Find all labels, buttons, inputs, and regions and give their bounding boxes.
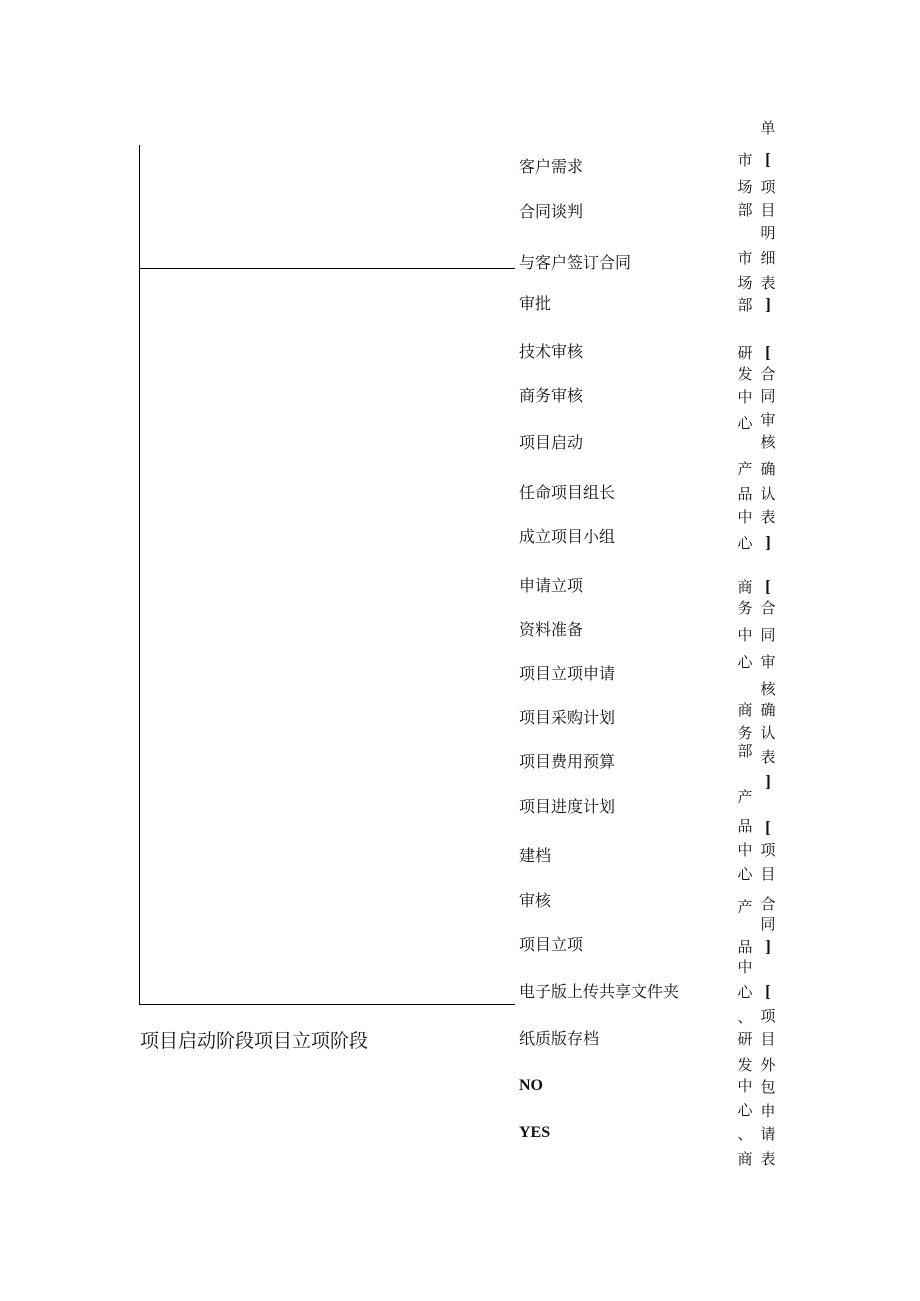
department-glyph: 、 (737, 1125, 753, 1143)
step-apply-initiation: 申请立项 (519, 576, 584, 595)
form-glyph: 合 (760, 895, 776, 913)
form-glyph: ] (765, 295, 771, 314)
department-glyph: 市 (737, 249, 753, 267)
flow-vertical-connector (139, 145, 140, 1005)
form-glyph: 项 (760, 1007, 776, 1025)
department-glyph: 商 (737, 701, 753, 719)
form-glyph: 细 (760, 249, 776, 267)
step-paper-archive: 纸质版存档 (519, 1029, 600, 1048)
department-glyph: 心 (737, 983, 753, 1001)
step-initiation-request: 项目立项申请 (519, 664, 616, 683)
form-glyph: 请 (760, 1125, 776, 1143)
department-glyph: 中 (737, 958, 753, 976)
department-glyph: 市 (737, 151, 753, 169)
form-glyph: ] (765, 533, 771, 552)
form-glyph: ] (765, 772, 771, 791)
department-glyph: 部 (737, 742, 753, 760)
department-glyph: 中 (737, 508, 753, 526)
department-glyph: 心 (737, 534, 753, 552)
form-glyph: 确 (760, 460, 776, 478)
department-glyph: 心 (737, 653, 753, 671)
form-glyph: 包 (760, 1078, 776, 1096)
form-glyph: [ (765, 818, 771, 837)
step-business-review: 商务审核 (519, 386, 584, 405)
form-glyph: 同 (760, 626, 776, 644)
form-glyph: 单 (760, 119, 776, 137)
step-sign-contract: 与客户签订合同 (519, 253, 632, 272)
form-glyph: 项 (760, 841, 776, 859)
form-glyph: 项 (760, 178, 776, 196)
form-glyph: 表 (760, 1150, 776, 1168)
step-technical-review: 技术审核 (519, 342, 584, 361)
department-glyph: 发 (737, 365, 753, 383)
department-glyph: 中 (737, 1077, 753, 1095)
department-glyph: 产 (737, 460, 753, 478)
form-glyph: 审 (760, 411, 776, 429)
form-glyph: 表 (760, 748, 776, 766)
form-glyph: 认 (760, 485, 776, 503)
step-schedule-plan: 项目进度计划 (519, 797, 616, 816)
department-glyph: 品 (737, 938, 753, 956)
step-appoint-leader: 任命项目组长 (519, 483, 616, 502)
form-glyph: 合 (760, 365, 776, 383)
form-glyph: [ (765, 577, 771, 596)
department-glyph: 产 (737, 898, 753, 916)
decision-yes: YES (519, 1124, 551, 1141)
department-glyph: 场 (737, 178, 753, 196)
department-glyph: 心 (737, 1101, 753, 1119)
department-glyph: 研 (737, 344, 753, 362)
form-glyph: 目 (760, 865, 776, 883)
form-glyph: 目 (760, 1030, 776, 1048)
department-glyph: 研 (737, 1030, 753, 1048)
form-glyph: [ (765, 150, 771, 169)
step-review: 审核 (519, 891, 552, 910)
step-upload-shared-folder: 电子版上传共享文件夹 (519, 982, 680, 1001)
flow-top-branch-line (139, 268, 515, 269)
step-cost-budget: 项目费用预算 (519, 752, 616, 771)
form-glyph: 同 (760, 915, 776, 933)
form-glyph: 表 (760, 508, 776, 526)
step-approval: 审批 (519, 294, 552, 313)
form-glyph: 申 (760, 1102, 776, 1120)
department-glyph: 发 (737, 1056, 753, 1074)
department-glyph: 商 (737, 1150, 753, 1168)
step-project-initiation: 项目立项 (519, 935, 584, 954)
step-customer-demand: 客户需求 (519, 157, 584, 176)
department-glyph: 务 (737, 724, 753, 742)
department-glyph: 部 (737, 296, 753, 314)
form-glyph: ] (765, 937, 771, 956)
form-glyph: 确 (760, 701, 776, 719)
form-glyph: 核 (760, 680, 776, 698)
department-glyph: 部 (737, 201, 753, 219)
form-glyph: [ (765, 982, 771, 1001)
step-contract-negotiation: 合同谈判 (519, 202, 584, 221)
flow-bottom-branch-line (139, 1004, 515, 1005)
step-procurement-plan: 项目采购计划 (519, 708, 616, 727)
step-archive: 建档 (519, 846, 552, 865)
form-glyph: 认 (760, 724, 776, 742)
step-project-start: 项目启动 (519, 433, 584, 452)
form-glyph: 核 (760, 433, 776, 451)
phase-label: 项目启动阶段项目立项阶段 (140, 1030, 369, 1052)
department-glyph: 商 (737, 578, 753, 596)
form-glyph: 外 (760, 1056, 776, 1074)
department-glyph: 、 (737, 1008, 753, 1026)
form-glyph: 审 (760, 653, 776, 671)
step-prepare-materials: 资料准备 (519, 620, 584, 639)
department-glyph: 中 (737, 626, 753, 644)
department-glyph: 品 (737, 817, 753, 835)
form-glyph: [ (765, 343, 771, 362)
department-glyph: 中 (737, 841, 753, 859)
form-glyph: 表 (760, 274, 776, 292)
form-glyph: 明 (760, 224, 776, 242)
department-glyph: 场 (737, 274, 753, 292)
step-form-team: 成立项目小组 (519, 527, 616, 546)
department-glyph: 产 (737, 788, 753, 806)
department-glyph: 中 (737, 388, 753, 406)
form-glyph: 合 (760, 599, 776, 617)
form-glyph: 同 (760, 387, 776, 405)
department-glyph: 品 (737, 485, 753, 503)
department-glyph: 务 (737, 599, 753, 617)
department-glyph: 心 (737, 865, 753, 883)
decision-no: NO (519, 1077, 543, 1094)
form-glyph: 目 (760, 201, 776, 219)
department-glyph: 心 (737, 414, 753, 432)
